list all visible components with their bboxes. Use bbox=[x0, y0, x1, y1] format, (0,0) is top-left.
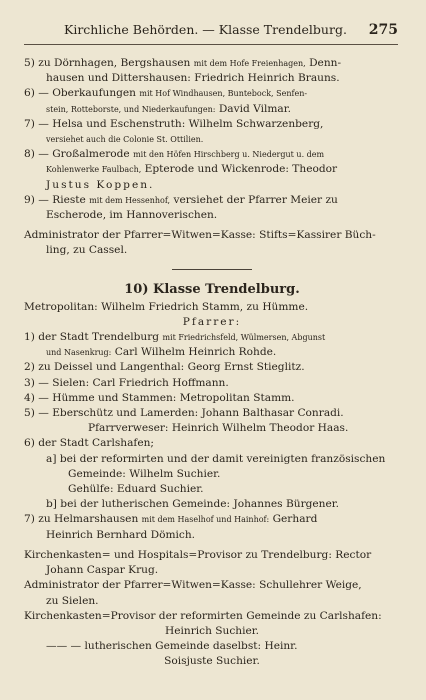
note-line: Johann Caspar Krug. bbox=[46, 564, 159, 577]
pfarrer-line: 1) der Stadt Trendelburg mit Friedrichsfeld, Wülmersen, Abgunst bbox=[24, 331, 326, 344]
entry-line: stein, Rotteborste, und Niederkaufungen: David Vilmar. bbox=[46, 102, 292, 115]
section-heading: 10) Klasse Trendelburg. bbox=[124, 281, 300, 297]
note-line: Administrator der Pfarrer=Witwen=Kasse: Schullehrer Weige, bbox=[24, 579, 362, 592]
note-line: —— — lutherischen Gemeinde daselbst: Heinr. bbox=[46, 640, 298, 653]
page-number: 275 bbox=[368, 22, 398, 38]
metropolitan-line: Metropolitan: Wilhelm Friedrich Stamm, zu Hümme. bbox=[24, 300, 309, 313]
entry-line: 6) — Oberkaufungen mit Hof Windhausen, Buntebock, Senfen- bbox=[24, 87, 308, 100]
pfarrer-line: und Nasenkrug: Carl Wilhelm Heinrich Rohde. bbox=[46, 346, 277, 359]
pfarrer-list bbox=[24, 330, 400, 543]
administration-notes bbox=[24, 548, 400, 670]
pfarrer-line: 4) — Hümme und Stammen: Metropolitan Stamm. bbox=[24, 391, 295, 404]
pfarrer-line: Gemeinde: Wilhelm Suchier. bbox=[68, 467, 221, 480]
note-line: Kirchenkasten=Provisor der reformirten Gemeinde zu Carlshafen: bbox=[24, 609, 382, 622]
pfarrer-line: 5) — Eberschütz und Lamerden: Johann Balthasar Conradi. bbox=[24, 407, 344, 420]
administrator-line: ling, zu Cassel. bbox=[46, 244, 128, 257]
header-title: Kirchliche Behörden. — Klasse Trendelburg. bbox=[64, 22, 347, 37]
pfarrer-line: 7) zu Helmarshausen mit dem Haselhof und Hainhof: Gerhard bbox=[24, 513, 318, 526]
note-line: Kirchenkasten= und Hospitals=Provisor zu Trendelburg: Rector bbox=[24, 548, 372, 561]
pfarrer-line: Gehülfe: Eduard Suchier. bbox=[68, 483, 204, 496]
entry-line: Justus Koppen. bbox=[46, 178, 155, 191]
pfarrer-line: 6) der Stadt Carlshafen; bbox=[24, 437, 154, 450]
running-header bbox=[24, 22, 398, 45]
note-line: Heinrich Suchier. bbox=[164, 624, 260, 637]
pfarrer-line: 3) — Sielen: Carl Friedrich Hoffmann. bbox=[24, 376, 229, 389]
section-divider bbox=[172, 269, 252, 270]
entry-line: versiehet auch die Colonie St. Ottilien. bbox=[46, 135, 204, 145]
entry-line: 5) zu Dörnhagen, Bergshausen mit dem Hofe Freienhagen, Denn- bbox=[24, 57, 342, 69]
pfarrer-line: b] bei der lutherischen Gemeinde: Johannes Bürgener. bbox=[46, 498, 340, 511]
entry-line: Escherode, im Hannoverischen. bbox=[46, 209, 218, 222]
note-line: Soisjuste Suchier. bbox=[164, 655, 260, 668]
entry-line: Kohlenwerke Faulbach, Epterode und Wickenrode: Theodor bbox=[46, 163, 338, 176]
entry-line: 7) — Helsa und Eschenstruth: Wilhelm Schwarzenberg, bbox=[24, 117, 324, 130]
administrator-line: Administrator der Pfarrer=Witwen=Kasse: Stifts=Kassirer Büch- bbox=[24, 229, 376, 242]
note-line: zu Sielen. bbox=[46, 594, 99, 607]
previous-section-entries bbox=[24, 56, 400, 223]
pfarrer-line: a] bei der reformirten und der damit vereinigten französischen bbox=[46, 452, 386, 465]
pfarrer-line: 2) zu Deissel und Langenthal: Georg Ernst Stieglitz. bbox=[24, 361, 305, 374]
pfarrer-label: Pfarrer: bbox=[182, 315, 242, 328]
pfarrer-line: Heinrich Bernhard Dömich. bbox=[46, 528, 196, 541]
entry-line: hausen und Dittershausen: Friedrich Heinrich Brauns. bbox=[46, 72, 340, 85]
pfarrer-line: Pfarrverweser: Heinrich Wilhelm Theodor Haas. bbox=[88, 422, 349, 435]
entry-line: 8) — Großalmerode mit den Höfen Hirschberg u. Niedergut u. dem bbox=[24, 148, 325, 161]
page-body bbox=[24, 56, 400, 670]
entry-line: 9) — Rieste mit dem Hessenhof, versiehet der Pfarrer Meier zu bbox=[24, 193, 338, 206]
